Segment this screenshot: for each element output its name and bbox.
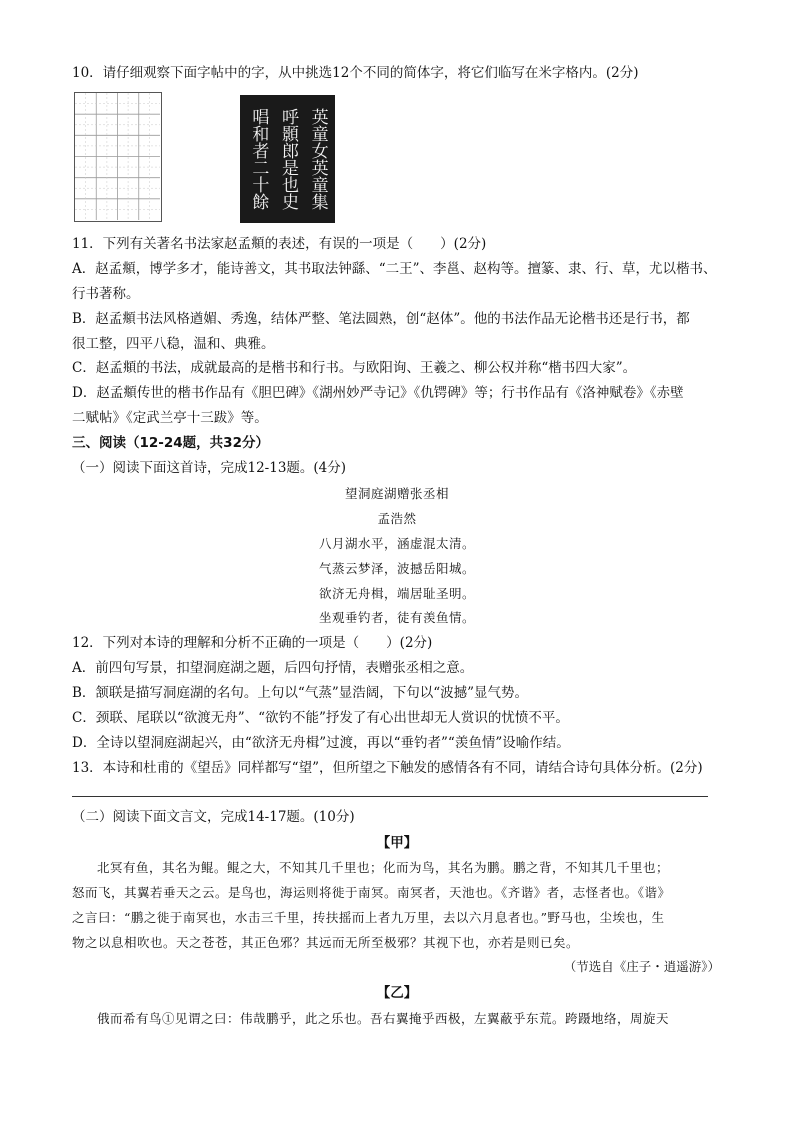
q11-option-c: C．赵孟頫的书法，成就最高的是楷书和行书。与欧阳询、王羲之、柳公权并称“楷书四大家”。 — [72, 360, 637, 376]
poem-line-1: 八月湖水平，涵虚混太清。 — [318, 536, 475, 551]
question-10: 10．请仔细观察下面字帖中的字，从中挑选12个不同的简体字，将它们临写在米字格内。(2分) — [72, 65, 639, 81]
poem-line-3: 欲济无舟楫，端居耻圣明。 — [318, 586, 475, 601]
rubbing-column-2: 呼顥郎是也史 — [277, 108, 298, 210]
q11-option-a-line2: 行书著称。 — [72, 286, 140, 302]
poem-author: 孟浩然 — [377, 511, 417, 526]
rubbing-column-3: 唱和者二十餘 — [248, 108, 269, 210]
part-2-intro: （二）阅读下面文言文，完成14-17题。(10分) — [72, 809, 355, 825]
passage-yi-line-1: 俄而希有鸟①见谓之曰：伟哉鹏乎，此之乐也。吾右翼掩乎西极，左翼蔽乎东荒。跨蹑地络，周旋天 — [97, 1011, 670, 1026]
passage-jia-source: （节选自《庄子・逍遥游》） — [563, 959, 720, 974]
question-12-stem: 12．下列对本诗的理解和分析不正确的一项是（ ）(2分) — [72, 635, 433, 651]
passage-jia-heading: 【甲】 — [376, 835, 418, 851]
writing-grid — [74, 92, 162, 222]
question-11-stem: 11．下列有关著名书法家赵孟頫的表述，有误的一项是（ ）(2分) — [72, 236, 487, 252]
question-13: 13．本诗和杜甫的《望岳》同样都写“望”，但所望之下触发的感情各有不同，请结合诗句具体分析。(2分) — [72, 760, 703, 776]
q12-option-b: B．颔联是描写洞庭湖的名句。上句以“气蒸”显浩阔，下句以“波撼”显气势。 — [72, 685, 529, 701]
rubbing-column-1: 英童女英童集 — [307, 108, 328, 210]
passage-jia-line-1: 北冥有鱼，其名为鲲。鲲之大，不知其几千里也；化而为鸟，其名为鹏。鹏之背，不知其几千里也； — [97, 860, 670, 875]
q11-option-a-line1: A．赵孟頫，博学多才，能诗善文，其书取法钟繇、“二王”、李邕、赵构等。擅篆、隶、行、草，尤以楷书、 — [72, 261, 717, 277]
q12-option-a: A．前四句写景，扣望洞庭湖之题，后四句抒情，表赠张丞相之意。 — [72, 660, 474, 676]
q11-option-d-line1: D．赵孟頫传世的楷书作品有《胆巴碑》《湖州妙严寺记》《仇锷碑》等；行书作品有《洛神赋卷》《赤壁 — [72, 385, 684, 401]
part-1-intro: （一）阅读下面这首诗，完成12-13题。(4分) — [72, 460, 347, 476]
poem-title: 望洞庭湖赠张丞相 — [344, 486, 449, 501]
passage-jia-line-2: 怒而飞，其翼若垂天之云。是鸟也，海运则将徙于南冥。南冥者，天池也。《齐谐》者，志怪者也。《谐》 — [72, 885, 671, 900]
q12-option-d: D．全诗以望洞庭湖起兴，由“欲济无舟楫”过渡，再以“垂钓者”“羡鱼情”设喻作结。 — [72, 735, 570, 751]
poem-line-4: 坐观垂钓者，徒有羡鱼情。 — [318, 610, 475, 625]
q11-option-d-line2: 二赋帖》《定武兰亭十三跋》等。 — [72, 410, 268, 426]
passage-jia-line-3: 之言曰：“鹏之徙于南冥也，水击三千里，抟扶摇而上者九万里，去以六月息者也。”野马也，尘埃也，生 — [72, 910, 665, 925]
passage-jia-line-4: 物之以息相吹也。天之苍苍，其正色邪？其远而无所至极邪？其视下也，亦若是则已矣。 — [72, 935, 580, 950]
q11-option-b-line2: 很工整，四平八稳，温和、典雅。 — [72, 336, 275, 352]
calligraphy-rubbing — [240, 95, 335, 223]
passage-yi-heading: 【乙】 — [376, 985, 418, 1001]
q12-option-c: C．颈联、尾联以“欲渡无舟”、“欲钓不能”抒发了有心出世却无人赏识的忧愤不平。 — [72, 710, 569, 726]
q11-option-b-line1: B．赵孟頫书法风格遒媚、秀逸，结体严整、笔法圆熟，创“赵体”。他的书法作品无论楷书还是行书，都 — [72, 311, 690, 327]
answer-line — [72, 796, 708, 797]
section-3-title: 三、阅读（12-24题，共32分） — [72, 435, 269, 451]
poem-line-2: 气蒸云梦泽，波撼岳阳城。 — [318, 561, 475, 576]
